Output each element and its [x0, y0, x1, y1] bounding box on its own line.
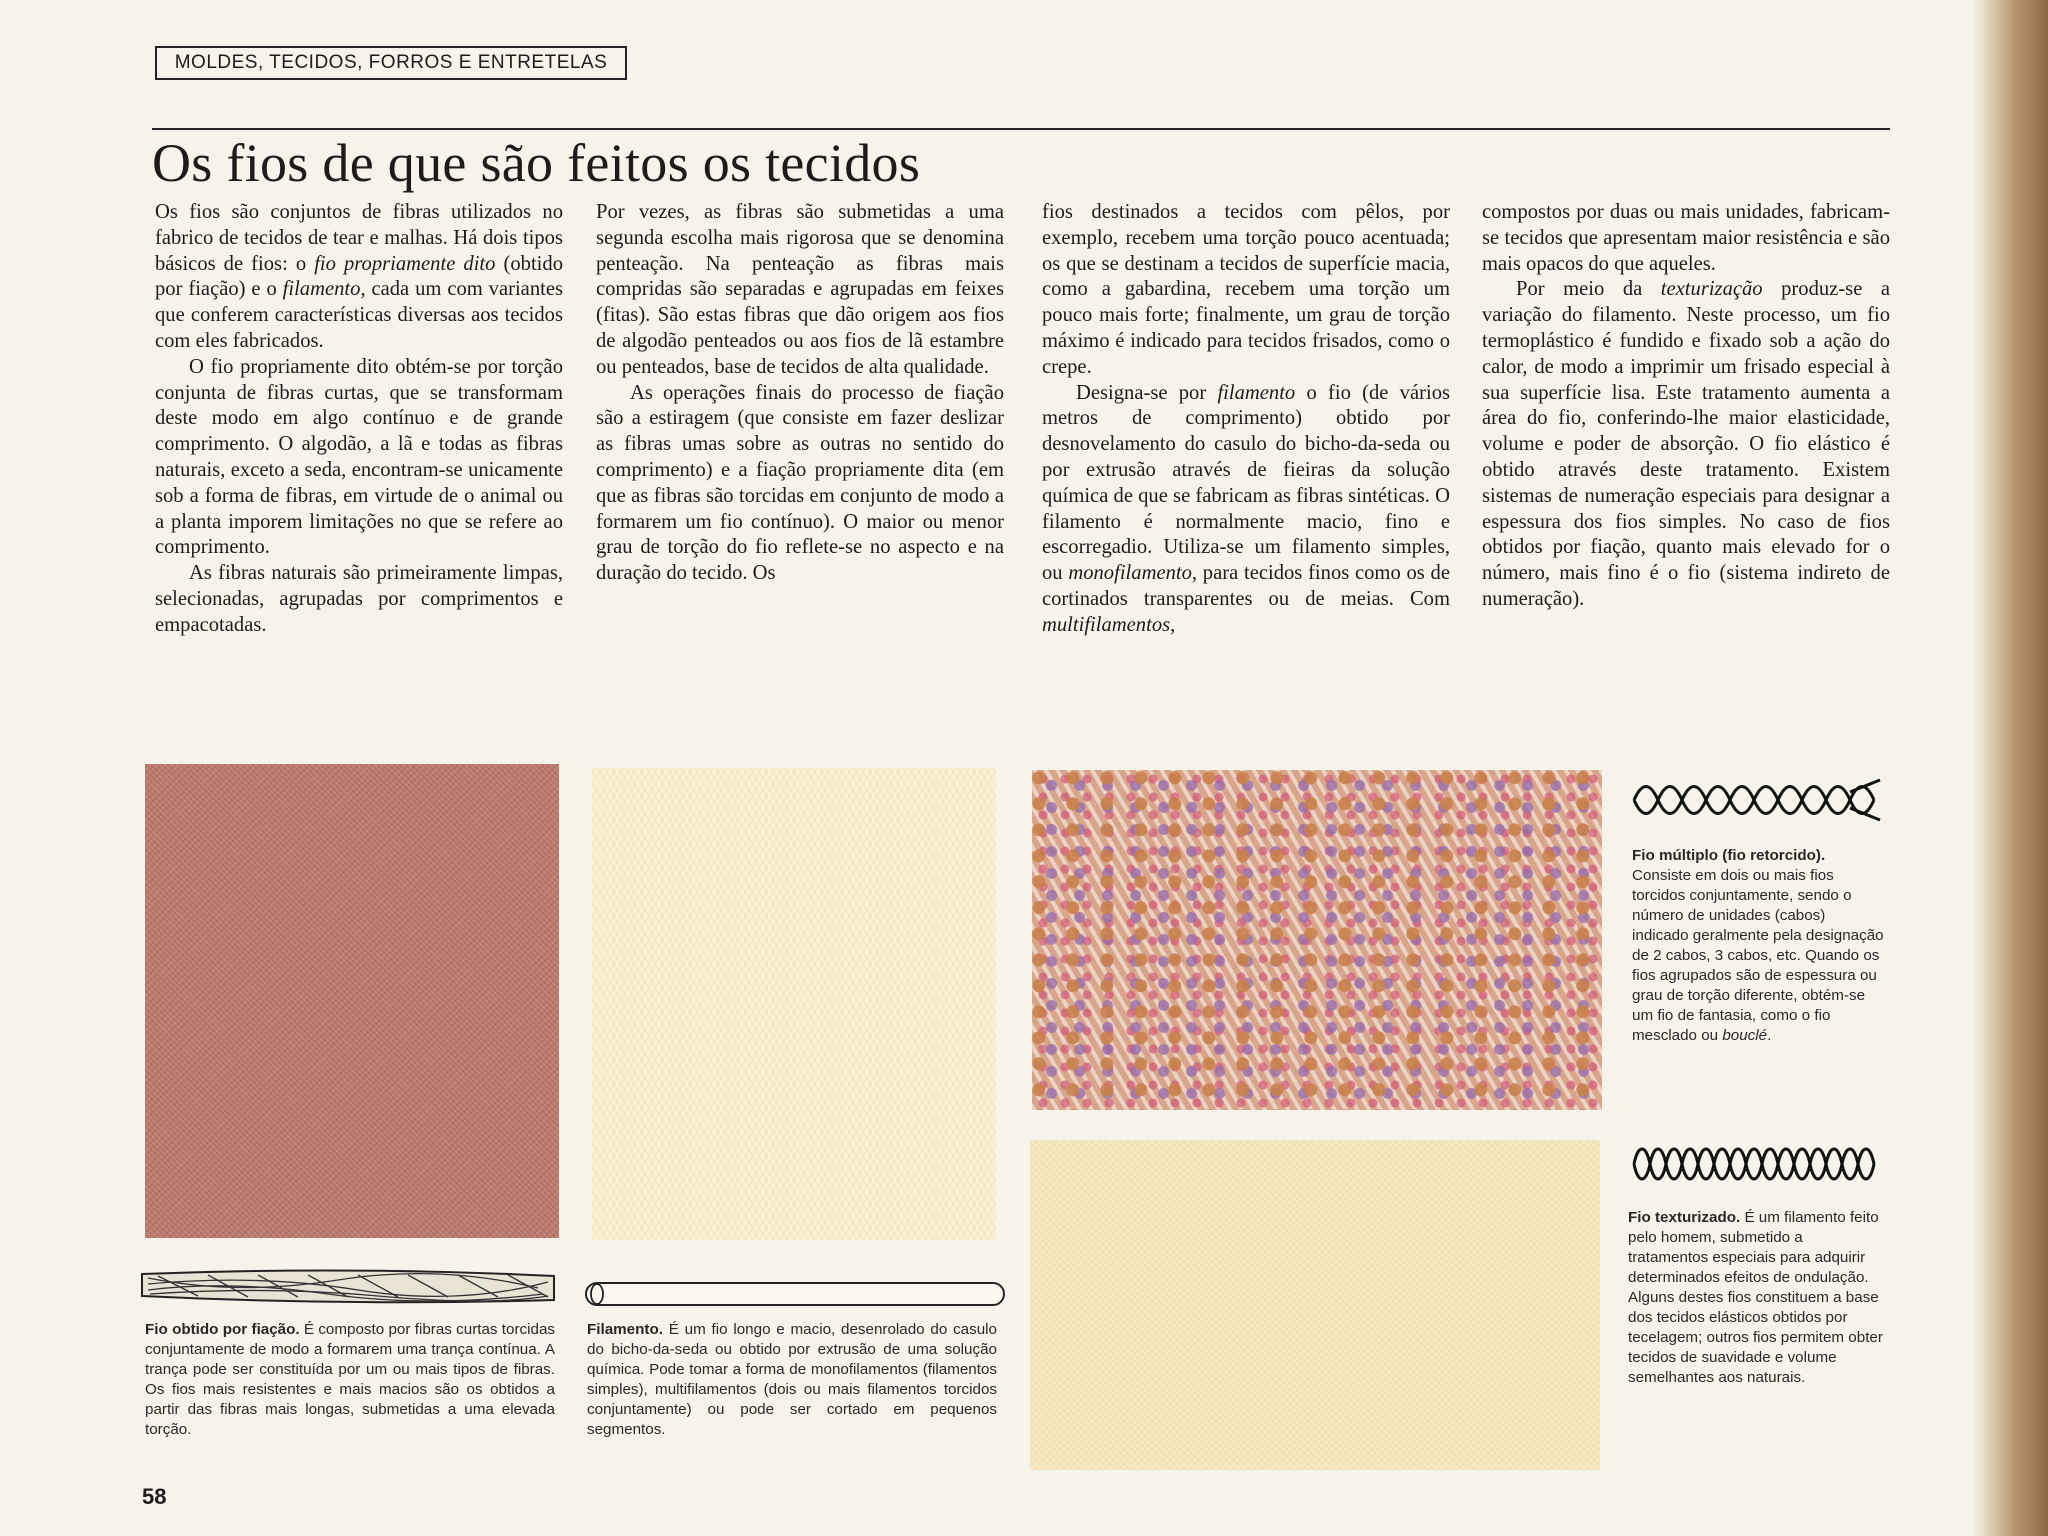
cream-texturized-fabric-swatch [1030, 1140, 1600, 1470]
paragraph: O fio propriamente dito obtém-se por torção conjunta de fibras curtas, que se transformam deste modo em algo contínuo e de grande comprimento. O algodão, a lã e todas as fibras naturais, exceto a seda, encontram-se unicamente sob a forma de fibras, em virtude de o animal ou a planta imporem limitações no que se refere ao comprimento. [155, 355, 563, 559]
texturized-yarn-icon [1628, 1138, 1886, 1190]
plied-yarn-icon [1628, 772, 1886, 828]
caption-texturized-yarn: Fio texturizado. É um filamento feito pelo homem, submetido a tratamentos especiais para adquirir determinados efeitos de ondulação. Alguns destes fios constituem a base dos tecidos elásticos obtidos por tecelagem; outros fios permitem obter tecidos de suavidade e volume semelhantes aos naturais. [1628, 1209, 1883, 1386]
paragraph: Os fios são conjuntos de fibras utilizados no fabrico de tecidos de tear e malhas. Há dois tipos básicos de fios: o fio propriamente dito (obtido por fiação) e o filamento, cada um com variantes que conferem características diversas aos tecidos com eles fabricados. [155, 201, 563, 352]
caption-spun-yarn: Fio obtido por fiação. É composto por fibras curtas torcidas conjuntamente de modo a formarem uma trança contínua. A trança pode ser constituída por um ou mais tipos de fibras. Os fios mais resistentes e mais macios são os obtidos a partir das fibras mais longas, submetidas a uma elevada torção. [145, 1321, 555, 1438]
paragraph: Designa-se por filamento o fio (de vários metros de comprimento) obtido por desnovelamento do casulo do bicho-da-seda ou por extrusão através de fieiras da solução química de que se fabricam as fibras sintéticas. O filamento é normalmente macio, fino e escorregadio. Utiliza-se um filamento simples, ou monofilamento, para tecidos finos como os de cortinados transparentes ou de meias. Com multifilamentos, [1042, 381, 1450, 636]
page-number: 58 [142, 1484, 167, 1509]
paragraph: Por meio da texturização produz-se a variação do filamento. Neste processo, um fio termoplástico é fundido e fixado sob a ação do calor, de modo a imprimir um frisado especial à sua superfície lisa. Este tratamento aumenta a área do fio, conferindo-lhe maior elasticidade, volume e poder de absorção. O fio elástico é obtido através deste tratamento. Existem sistemas de numeração especiais para designar a espessura dos fios simples. No caso de fios obtidos por fiação, quanto mais elevado for o número, mais fino é o fio (sistema indireto de numeração). [1482, 278, 1890, 610]
text-column-1 [155, 200, 563, 639]
page-edge-shadow [1974, 0, 2048, 1536]
page-title: Os fios de que são feitos os tecidos [152, 133, 921, 193]
multicolor-boucle-fabric-swatch [1032, 770, 1602, 1110]
paragraph: compostos por duas ou mais unidades, fabricam-se tecidos que apresentam maior resistência e são mais opacos do que aqueles. [1482, 201, 1890, 275]
caption-plied-yarn: Fio múltiplo (fio retorcido). Consiste em dois ou mais fios torcidos conjuntamente, sendo o número de unidades (cabos) indicado geralmente pela designação de 2 cabos, 3 cabos, etc. Quando os fios agrupados são de espessura ou grau de torção diferente, obtém-se um fio de fantasia, como o fio mesclado ou bouclé. [1632, 847, 1884, 1044]
paragraph: fios destinados a tecidos com pêlos, por exemplo, recebem uma torção pouco acentuada; os que se destinam a tecidos de superfície macia, como a gabardina, recebem uma torção um pouco mais forte; finalmente, um grau de torção máximo é indicado para tecidos frisados, como o crepe. [1042, 201, 1450, 378]
caption-filament: Filamento. É um fio longo e macio, desenrolado do casulo do bicho-da-seda ou obtido por extrusão de uma solução química. Pode tomar a forma de monofilamentos (filamentos simples), multifilamentos (dois ou mais filamentos torcidos conjuntamente) ou pode ser cortado em pequenos segmentos. [587, 1321, 997, 1438]
cream-filament-fabric-swatch [592, 768, 996, 1240]
spun-yarn-icon [138, 1266, 558, 1306]
text-column-2 [596, 200, 1004, 587]
paragraph: As fibras naturais são primeiramente limpas, selecionadas, agrupadas por comprimentos e empacotadas. [155, 562, 563, 636]
section-header: MOLDES, TECIDOS, FORROS E ENTRETELAS [155, 46, 627, 80]
text-column-3 [1042, 200, 1450, 639]
text-column-4 [1482, 200, 1890, 613]
paragraph: Por vezes, as fibras são submetidas a uma segunda escolha mais rigorosa que se denomina penteação. Na penteação as fibras mais compridas são separadas e agrupadas em feixes (fitas). São estas fibras que dão origem aos fios de algodão penteados ou aos fios de lã estambre ou penteados, base de tecidos de alta qualidade. [596, 201, 1004, 378]
paragraph: As operações finais do processo de fiação são a estiragem (que consiste em fazer deslizar as fibras umas sobre as outras no sentido do comprimento) e a fiação propriamente dita (em que as fibras são torcidas em conjunto de modo a formarem um fio contínuo). O maior ou menor grau de torção do fio reflete-se no aspecto e na duração do tecido. Os [596, 381, 1004, 585]
pink-fabric-swatch [145, 764, 559, 1238]
filament-icon [583, 1280, 1007, 1308]
